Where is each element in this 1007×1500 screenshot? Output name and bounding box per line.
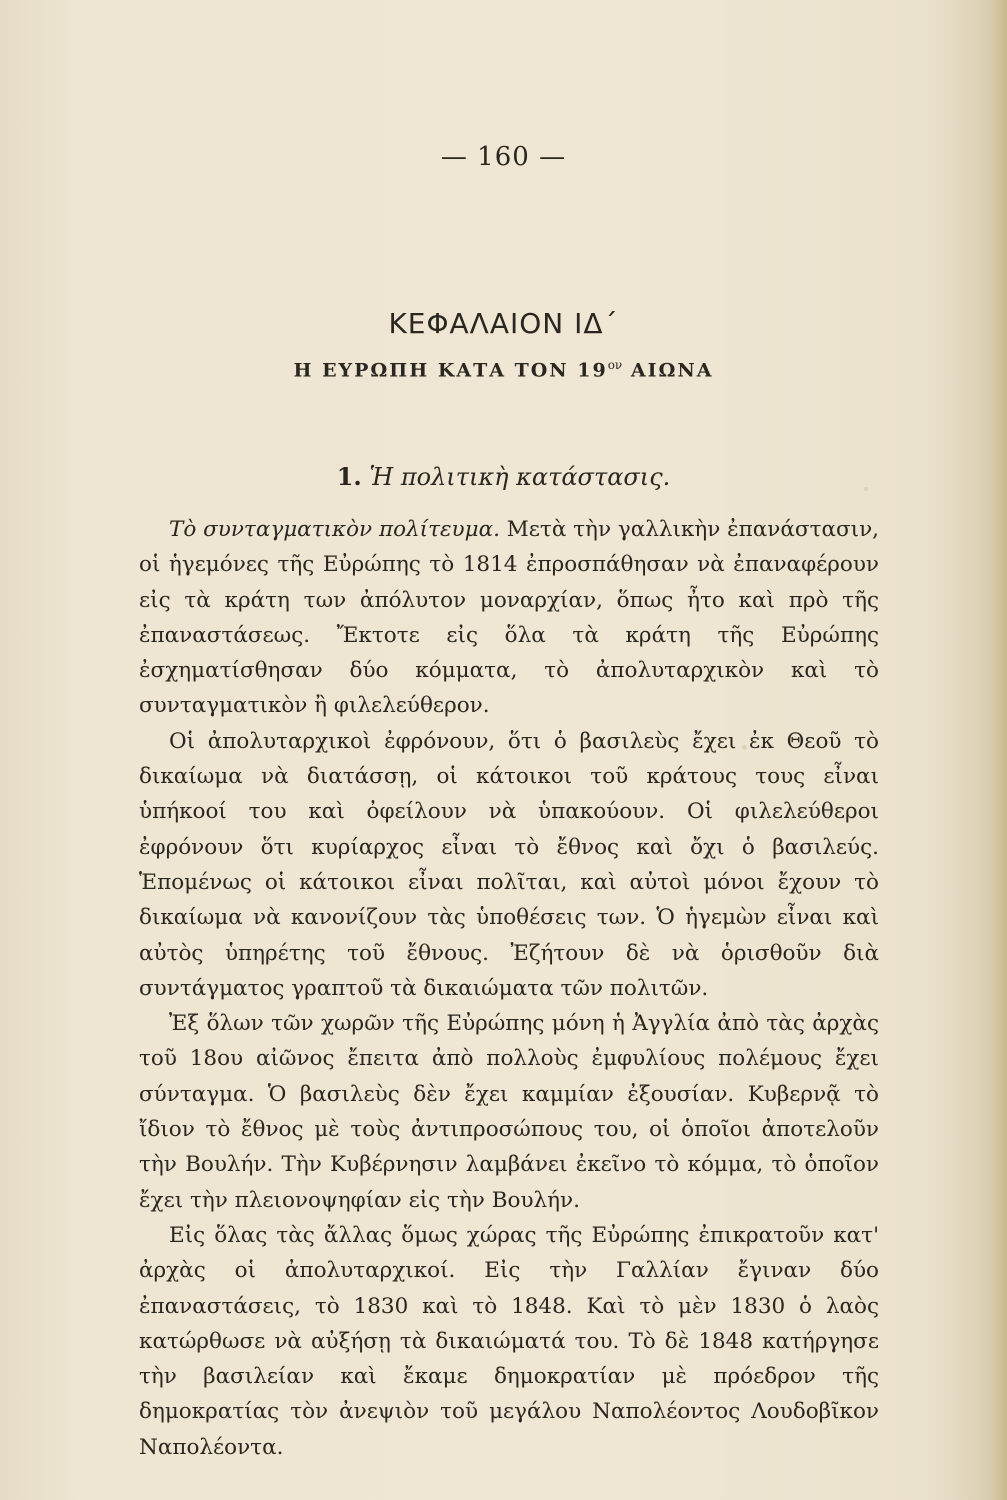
page-edge [993,0,1007,1500]
paragraph: Οἱ ἀπολυταρχικοὶ ἐφρόνουν, ὅτι ὁ βασιλεὺς ἔχει ἐκ Θεοῦ τὸ δικαίωμα νὰ διατάσσῃ, οἱ κάτοικοι τοῦ κράτους τους εἶναι ὑπήκοοί του καὶ ὀφείλουν νὰ ὑπακούουν. Οἱ φιλελεύθεροι ἐφρόνουν ὅτι κυρίαρχος εἶναι τὸ ἔθνος καὶ ὄχι ὁ βασιλεύς. Ἑπομένως οἱ κάτοικοι εἶναι πολῖται, καὶ αὐτοὶ μόνοι ἔχουν τὸ δικαίωμα νὰ κανονίζουν τὰς ὑποθέσεις των. Ὁ ἡγεμὼν εἶναι καὶ αὐτὸς ὑπηρέτης τοῦ ἔθνους. Ἐζήτουν δὲ νὰ ὁρισθοῦν διὰ συντάγματος γραπτοῦ τὰ δικαιώματα τῶν πολιτῶν. [139,728,879,1001]
paragraph: Ἐξ ὅλων τῶν χωρῶν τῆς Εὐρώπης μόνη ἡ Ἀγγλία ἀπὸ τὰς ἀρχὰς τοῦ 18ου αἰῶνος ἔπειτα ἀπὸ πολλοὺς ἐμφυλίους πολέμους ἔχει σύνταγμα. Ὁ βασιλεὺς δὲν ἔχει καμμίαν ἐξουσίαν. Κυβερνᾷ τὸ ἴδιον τὸ ἔθνος μὲ τοὺς ἀντιπροσώπους του, οἱ ὁποῖοι ἀποτελοῦν τὴν Βουλήν. Τὴν Κυβέρνησιν λαμβάνει ἐκεῖνο τὸ κόμμα, τὸ ὁποῖον ἔχει τὴν πλειονοψηφίαν εἰς τὴν Βουλήν. [139,1011,879,1213]
chapter-heading: ΚΕΦΑΛΑΙΟΝ ΙΔ΄ [388,307,619,340]
subtitle-end: ΑΙΩΝΑ [630,359,714,382]
subtitle-superscript: ον [607,358,623,372]
section-number: 1. [336,462,362,491]
paragraph-lead: Τὸ συνταγματικὸν πολίτευμα. [169,517,500,542]
paragraph-text: Μετὰ τὴν γαλλικὴν ἐπανάστασιν, οἱ ἡγεμόνες τῆς Εὐρώπης τὸ 1814 ἐπροσπάθησαν νὰ ἐπαναφέρουν εἰς τὰ κράτη των ἀπόλυτον μοναρχίαν, ὅπως ἦτο καὶ πρὸ τῆς ἐπαναστάσεως. Ἔκτοτε εἰς ὅλα τὰ κράτη τῆς Εὐρώπης ἐσχηματίσθησαν δύο κόμματα, τὸ ἀπολυταρχικὸν καὶ τὸ συνταγματικὸν ἢ φιλελεύθερον. [139,517,879,719]
section-heading [0,462,1007,491]
section-title: Ἡ πολιτικὴ κατάστασις. [369,463,671,491]
chapter-subtitle [0,358,1007,381]
body-text [139,512,879,1465]
page-number: — 160 — [440,142,567,172]
subtitle-main: Η ΕΥΡΩΠΗ ΚΑΤΑ ΤΟΝ 19 [293,359,608,382]
paragraph [139,512,879,724]
paragraph: Εἰς ὅλας τὰς ἄλλας ὅμως χώρας τῆς Εὐρώπης ἐπικρατοῦν κατ' ἀρχὰς οἱ ἀπολυταρχικοί. Εἰς τὴν Γαλλίαν ἔγιναν δύο ἐπαναστάσεις, τὸ 1830 καὶ τὸ 1848. Καὶ τὸ μὲν 1830 ὁ λαὸς κατώρθωσε νὰ αὐξήσῃ τὰ δικαιώματά του. Τὸ δὲ 1848 κατήργησε τὴν βασιλείαν καὶ ἔκαμε δημοκρατίαν μὲ πρόεδρον τῆς δημοκρατίας τὸν ἀνεψιὸν τοῦ μεγάλου Ναπολέοντος Λουδοβῖκον Ναπολέοντα. [139,1222,879,1460]
